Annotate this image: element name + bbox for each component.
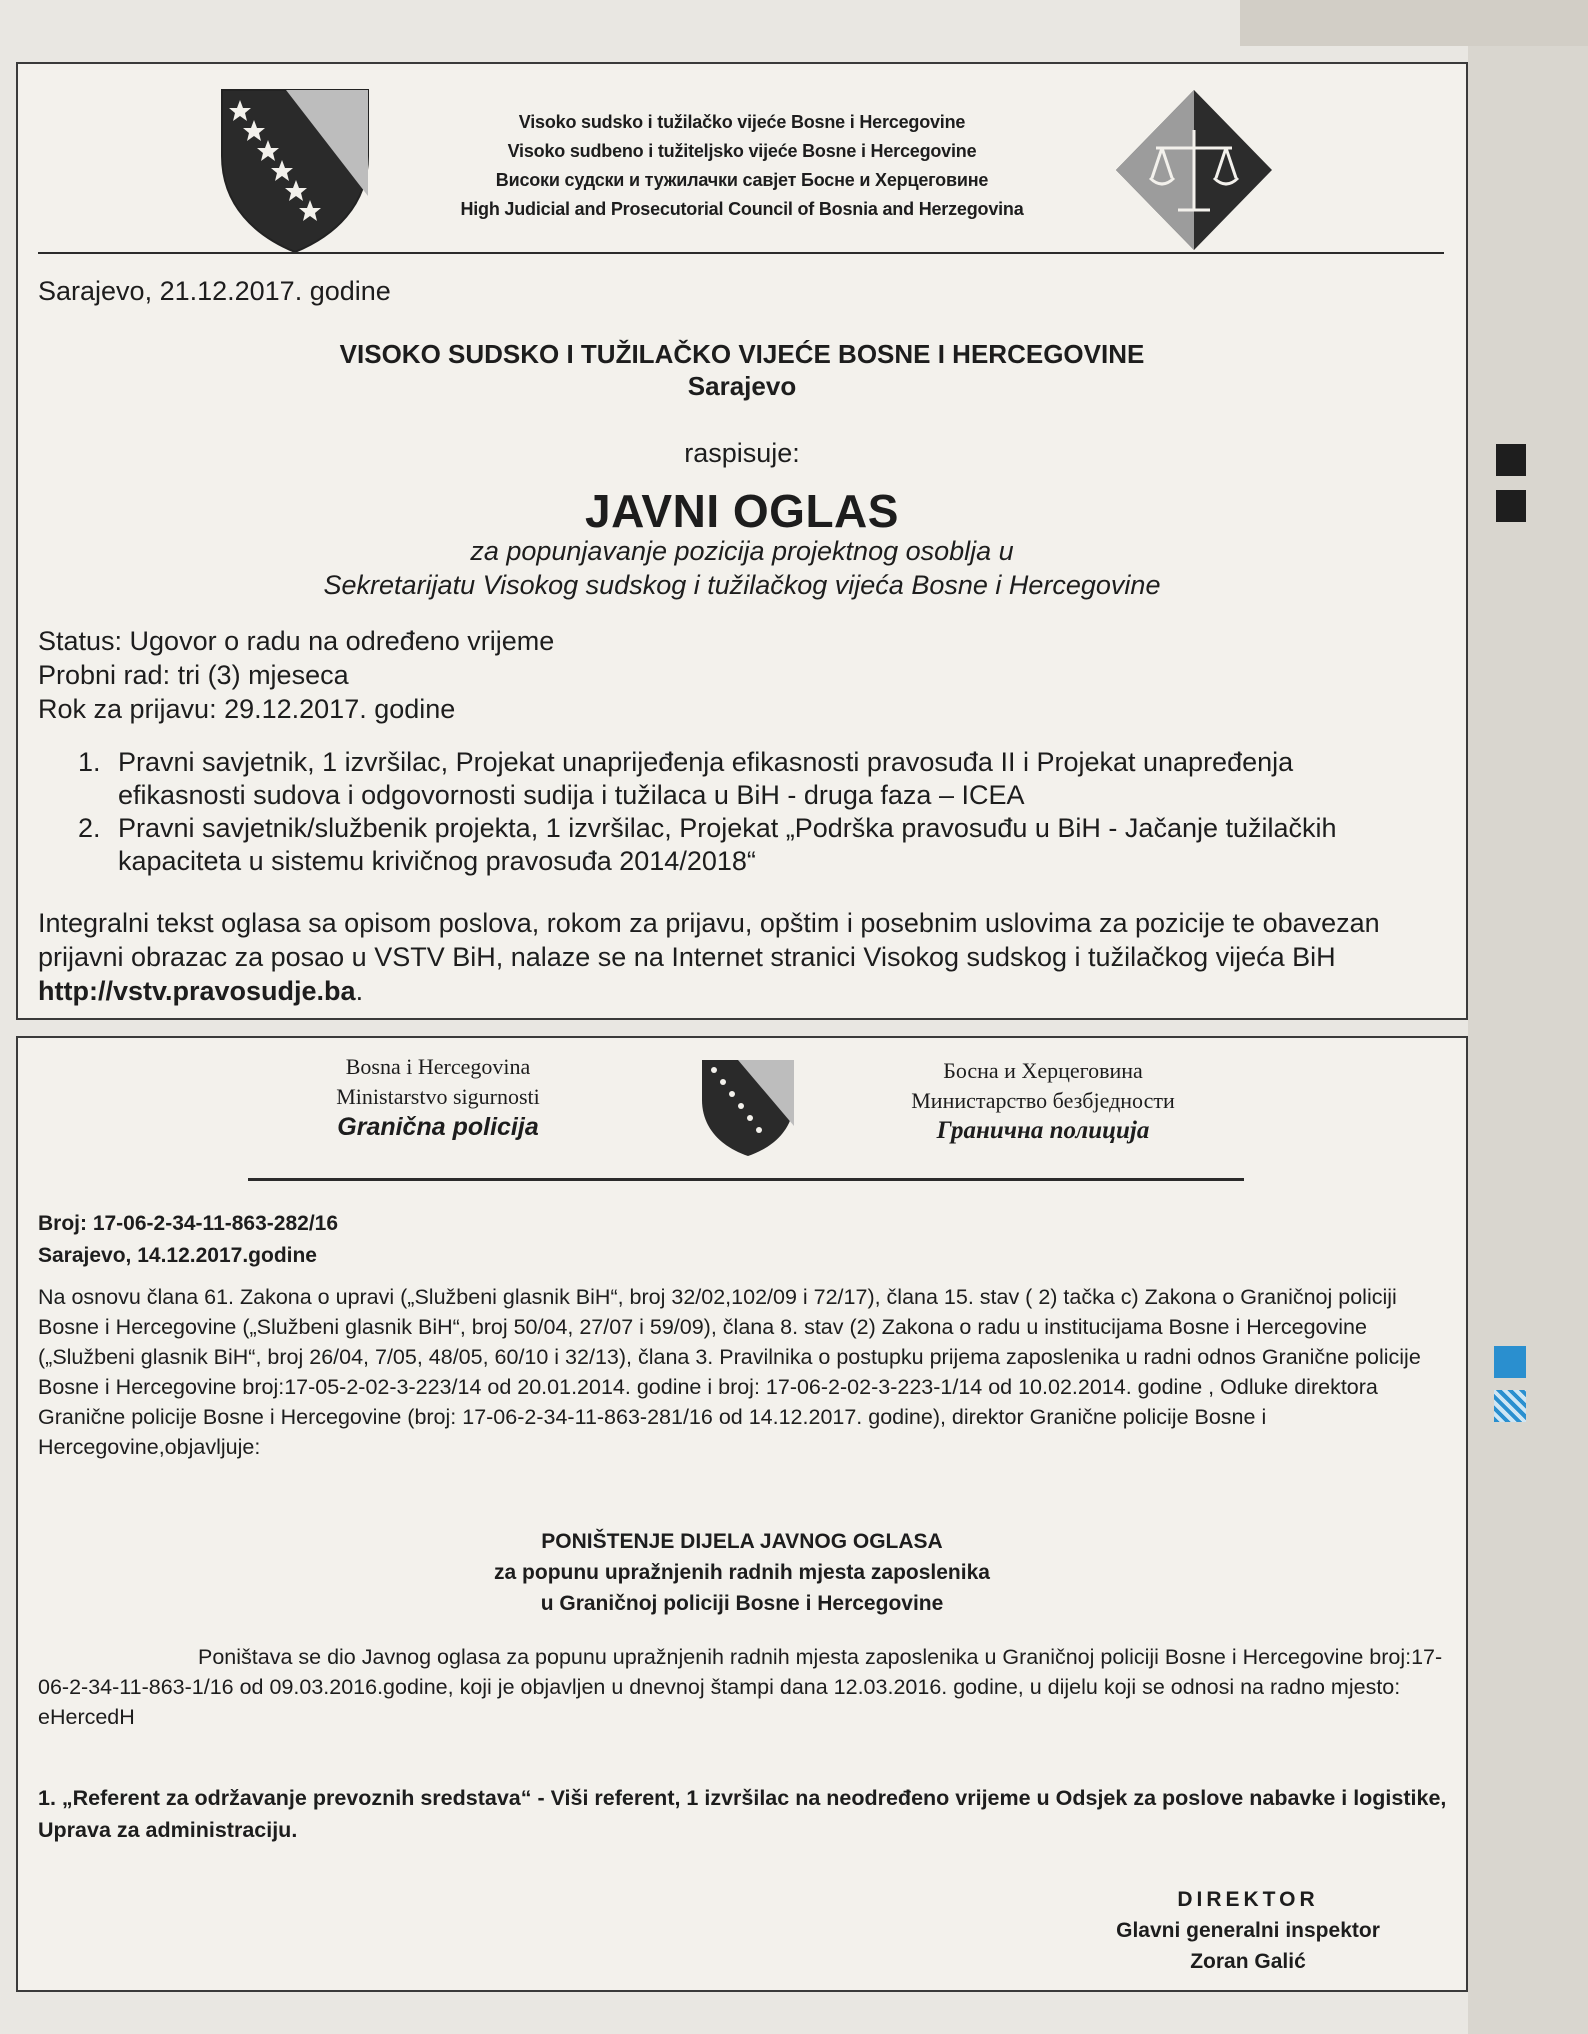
- blue-pattern-marker: [1494, 1390, 1526, 1422]
- deadline-line: Rok za prijavu: 29.12.2017. godine: [38, 694, 456, 724]
- council-name-croatian: Visoko sudbeno i tužiteljsko vijeće Bosne i Hercegovine: [507, 141, 977, 161]
- border-police-notice: [16, 1036, 1468, 1992]
- scales-of-justice-icon: [1112, 86, 1276, 254]
- council-name-bosnian: Visoko sudsko i tužilačko vijeće Bosne i Hercegovine: [518, 112, 966, 132]
- adjacent-page-header: [1240, 0, 1588, 46]
- organization-city: Sarajevo: [687, 371, 797, 401]
- notice-subtitle: [18, 534, 1466, 602]
- position-text: Pravni savjetnik, 1 izvršilac, Projekat unaprijeđenja efikasnosti pravosuđa II i Projekat unapređenja efikasnosti sudova i odgovornosti sudija i tužilaca u BiH - druga faza – ICEA: [118, 747, 1294, 810]
- document-reference: [38, 1208, 338, 1272]
- notice-date: Sarajevo, 21.12.2017. godine: [38, 276, 391, 306]
- list-item: [78, 812, 1418, 878]
- ministry-latin-header: [298, 1052, 578, 1142]
- organization-name: VISOKO SUDSKO I TUŽILAČKO VIJEĆE BOSNE I HERCEGOVINE: [339, 339, 1145, 369]
- list-item: [78, 746, 1418, 812]
- integral-text: Integralni tekst oglasa sa opisom poslova, rokom za prijavu, opštim i posebnim uslovima za pozicije te obavezan prijavni obrazac za posao u VSTV BiH, nalaze se na Internet stranici Visokog sudskog i tužilačkog vijeća BiH: [38, 908, 1380, 972]
- cancellation-title-line-3: u Graničnoj policiji Bosne i Hercegovine: [540, 1592, 944, 1615]
- agency-name-latin: Granična policija: [337, 1113, 539, 1141]
- header-divider: [248, 1178, 1244, 1181]
- subtitle-line-1: za popunjavanje pozicija projektnog osoblja u: [470, 536, 1014, 566]
- legal-preamble: Na osnovu člana 61. Zakona o upravi („Službeni glasnik BiH“, broj 32/02,102/09 i 72/17), člana 15. stav ( 2) tačka c) Zakona o Graničnoj policiji Bosne i Hercegovine („Službeni glasnik BiH“, broj 50/04, 27/07 i 59/09), člana 8. stav (2) Zakona o radu u institucijama Bosne i Hercegovine („Službeni glasnik BiH“, broj 26/04, 7/05, 48/05, 60/10 i 32/13), člana 3. Pravilnika o postupku prijema zaposlenika u radni odnos Granične policije Bosne i Hercegovine broj:17-05-2-02-3-223/14 od 20.01.2014. godine i broj: 17-06-2-02-3-223-1/14 od 10.02.2014. godine , Odluke direktora Granične policije Bosne i Hercegovine (broj: 17-06-2-34-11-863-281/16 od 14.12.2017. godine), direktor Granične policije Bosne i Hercegovine,objavljuje:: [38, 1285, 1421, 1459]
- contract-terms: [38, 624, 554, 726]
- position-number: 2.: [78, 813, 101, 843]
- agency-name-cyrillic: Гранична полиција: [936, 1117, 1150, 1144]
- bih-coat-of-arms-icon: [698, 1056, 798, 1160]
- signature-title: DIREKTOR: [1177, 1888, 1319, 1911]
- probation-line: Probni rad: tri (3) mjeseca: [38, 660, 349, 690]
- cancellation-title-line-1: PONIŠTENJE DIJELA JAVNOG OGLASA: [541, 1530, 943, 1553]
- cancelled-position: 1. „Referent za održavanje prevoznih sredstava“ - Viši referent, 1 izvršilac na neodređeno vrijeme u Odsjek za poslove nabavke i logistike, Uprava za administraciju.: [38, 1786, 1447, 1842]
- dark-marker-top: [1496, 444, 1526, 476]
- document-date: Sarajevo, 14.12.2017.godine: [38, 1244, 317, 1267]
- council-name-english: High Judicial and Prosecutorial Council of Bosnia and Herzegovina: [460, 199, 1024, 219]
- cancellation-text-extra: eHercedH: [38, 1705, 135, 1729]
- signature-name: Zoran Galić: [1190, 1950, 1306, 1973]
- ministry-cyrillic-header: [878, 1056, 1208, 1146]
- ministry-name-cyrillic: Министарство безбједности: [911, 1088, 1175, 1113]
- notice-title: JAVNI OGLAS: [585, 485, 899, 537]
- blue-marker: [1494, 1346, 1526, 1378]
- cancellation-title: [18, 1526, 1466, 1619]
- country-name-latin: Bosna i Hercegovina: [345, 1054, 531, 1079]
- website-link[interactable]: http://vstv.pravosudje.ba: [38, 976, 356, 1006]
- cancellation-body: [38, 1642, 1458, 1732]
- adjacent-page-strip: [1468, 0, 1588, 2034]
- document-number: Broj: 17-06-2-34-11-863-282/16: [38, 1212, 339, 1235]
- cancellation-title-line-2: za popunu upražnjenih radnih mjesta zaposlenika: [494, 1561, 990, 1584]
- status-line: Status: Ugovor o radu na određeno vrijeme: [38, 626, 555, 656]
- organization-heading: [18, 338, 1466, 402]
- positions-list: [78, 746, 1418, 878]
- council-notice: [16, 62, 1468, 1020]
- country-name-cyrillic: Босна и Херцеговина: [943, 1058, 1143, 1083]
- cancellation-text: Poništava se dio Javnog oglasa za popunu upražnjenih radnih mjesta zaposlenika u Graničnoj policiji Bosne i Hercegovine broj:17-06-2-34-11-863-1/16 od 09.03.2016.godine, koji je objavljen u dnevnoj štampi dana 12.03.2016. godine, u dijelu koji se odnosi na radno mjesto:: [38, 1645, 1443, 1699]
- signature-block: [1078, 1884, 1418, 1977]
- subtitle-line-2: Sekretarijatu Visokog sudskog i tužilačkog vijeća Bosne i Hercegovine: [323, 570, 1161, 600]
- dark-marker-bottom: [1496, 490, 1526, 522]
- raspisuje-label: raspisuje:: [684, 438, 800, 468]
- council-name-serbian: Високи судски и тужилачки савјет Босне и Херцеговине: [495, 170, 989, 190]
- position-number: 1.: [78, 747, 101, 777]
- ministry-name-latin: Ministarstvo sigurnosti: [336, 1084, 540, 1109]
- header-divider: [38, 252, 1444, 254]
- signature-role: Glavni generalni inspektor: [1116, 1919, 1380, 1942]
- position-text: Pravni savjetnik/službenik projekta, 1 izvršilac, Projekat „Podrška pravosuđu u BiH - Jačanje tužilačkih kapaciteta u sistemu krivičnog pravosuđa 2014/2018“: [118, 813, 1337, 876]
- link-suffix: .: [355, 976, 364, 1006]
- integral-text-paragraph: [38, 906, 1448, 1008]
